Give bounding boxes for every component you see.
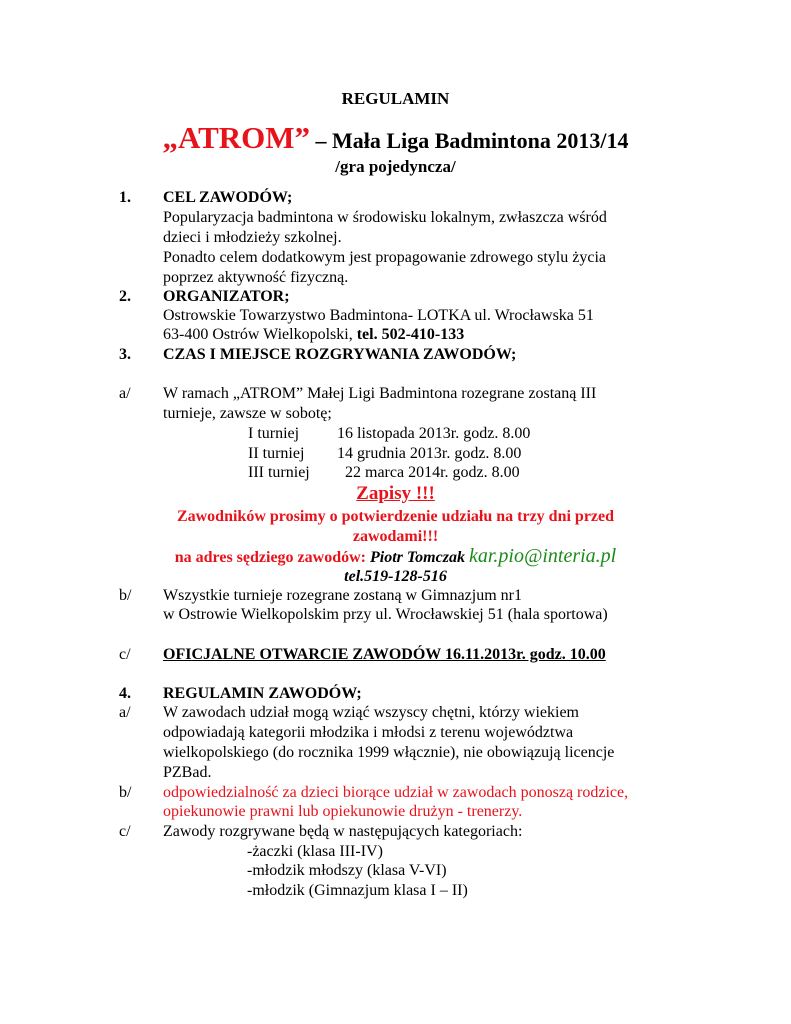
organizer-city-text: 63-400 Ostrów Wielkopolski, bbox=[163, 326, 357, 343]
rules-text: odpowiadają kategorii młodzika i młodsi z terenu województwa bbox=[163, 724, 574, 741]
item-c-marker: c/ bbox=[119, 823, 131, 840]
responsibility-text: opiekunowie prawni lub opiekunowie drużyn - trenerzy. bbox=[163, 803, 523, 820]
league-name: – Mała Liga Badmintona 2013/14 bbox=[310, 128, 629, 153]
item-a-marker: a/ bbox=[119, 704, 131, 721]
item-a-text: turnieje, zawsze w sobotę; bbox=[163, 405, 332, 422]
document-subtitle: /gra pojedyncza/ bbox=[335, 157, 456, 176]
tournament-name: II turniej bbox=[248, 445, 305, 462]
section-1-text: Popularyzacja badmintona w środowisku lokalnym, zwłaszcza wśród bbox=[163, 209, 607, 226]
brand-name: „ATROM” bbox=[162, 120, 311, 155]
section-3-title: CZAS I MIEJSCE ROZGRYWANIA ZAWODÓW; bbox=[163, 346, 517, 363]
section-1-title: CEL ZAWODÓW; bbox=[163, 189, 293, 206]
section-1-text: dzieci i młodzieży szkolnej. bbox=[163, 229, 342, 246]
tournament-name: III turniej bbox=[248, 464, 310, 481]
registration-notice: Zawodników prosimy o potwierdzenie udziału na trzy dni przed bbox=[176, 508, 615, 525]
rules-text: wielkopolskiego (do rocznika 1999 włącznie), nie obowiązują licencje bbox=[163, 744, 615, 761]
item-b-marker: b/ bbox=[119, 587, 132, 604]
category-item: -żaczki (klasa III-IV) bbox=[247, 843, 383, 860]
section-1-text: Ponadto celem dodatkowym jest propagowanie zdrowego stylu życia bbox=[163, 249, 606, 266]
opening-ceremony: OFICJALNE OTWARCIE ZAWODÓW 16.11.2013r. godz. 10.00 bbox=[163, 646, 606, 663]
section-4-number: 4. bbox=[119, 685, 131, 702]
tournament-date: 22 marca 2014r. godz. 8.00 bbox=[345, 464, 520, 481]
section-1-text: poprzez aktywność fizyczną. bbox=[163, 269, 349, 286]
registration-heading: Zapisy !!! bbox=[356, 483, 435, 504]
rules-text: W zawodach udział mogą wziąć wszyscy chętni, którzy wiekiem bbox=[163, 704, 579, 721]
organizer-city bbox=[163, 325, 464, 344]
category-item: -młodzik (Gimnazjum klasa I – II) bbox=[247, 882, 468, 899]
referee-name: Piotr Tomczak bbox=[369, 549, 465, 566]
organizer-address: Ostrowskie Towarzystwo Badmintona- LOTKA ul. Wrocławska 51 bbox=[163, 307, 594, 324]
section-2-title: ORGANIZATOR; bbox=[163, 288, 290, 305]
item-c-marker: c/ bbox=[119, 646, 131, 663]
item-a-text: W ramach „ATROM” Małej Ligi Badmintona rozegrane zostaną III bbox=[163, 385, 597, 402]
registration-notice: zawodami!!! bbox=[352, 528, 439, 545]
section-1-number: 1. bbox=[119, 189, 131, 206]
venue-text: Wszystkie turnieje rozegrane zostaną w Gimnazjum nr1 bbox=[163, 587, 522, 604]
tournament-name: I turniej bbox=[248, 425, 300, 442]
responsibility-text: odpowiedzialność za dzieci biorące udział w zawodach ponoszą rodzice, bbox=[163, 784, 629, 801]
tournament-date: 16 listopada 2013r. godz. 8.00 bbox=[337, 425, 531, 442]
category-item: -młodzik młodszy (klasa V-VI) bbox=[247, 862, 447, 879]
item-b-marker: b/ bbox=[119, 784, 132, 801]
categories-intro: Zawody rozgrywane będą w następujących kategoriach: bbox=[163, 823, 523, 840]
item-a-marker: a/ bbox=[119, 385, 131, 402]
section-2-number: 2. bbox=[119, 288, 131, 305]
referee-label: na adres sędziego zawodów: bbox=[174, 549, 370, 566]
venue-text: w Ostrowie Wielkopolskim przy ul. Wrocławskiej 51 (hala sportowa) bbox=[163, 606, 608, 623]
referee-phone: tel.519-128-516 bbox=[344, 568, 447, 585]
document-heading: REGULAMIN bbox=[341, 89, 450, 108]
section-3-number: 3. bbox=[119, 346, 131, 363]
referee-email[interactable]: kar.pio@interia.pl bbox=[468, 545, 617, 567]
rules-text: PZBad. bbox=[163, 764, 212, 781]
section-4-title: REGULAMIN ZAWODÓW; bbox=[163, 685, 362, 702]
document-title bbox=[0, 122, 791, 160]
organizer-phone: tel. 502-410-133 bbox=[356, 326, 465, 343]
tournament-date: 14 grudnia 2013r. godz. 8.00 bbox=[337, 445, 522, 462]
